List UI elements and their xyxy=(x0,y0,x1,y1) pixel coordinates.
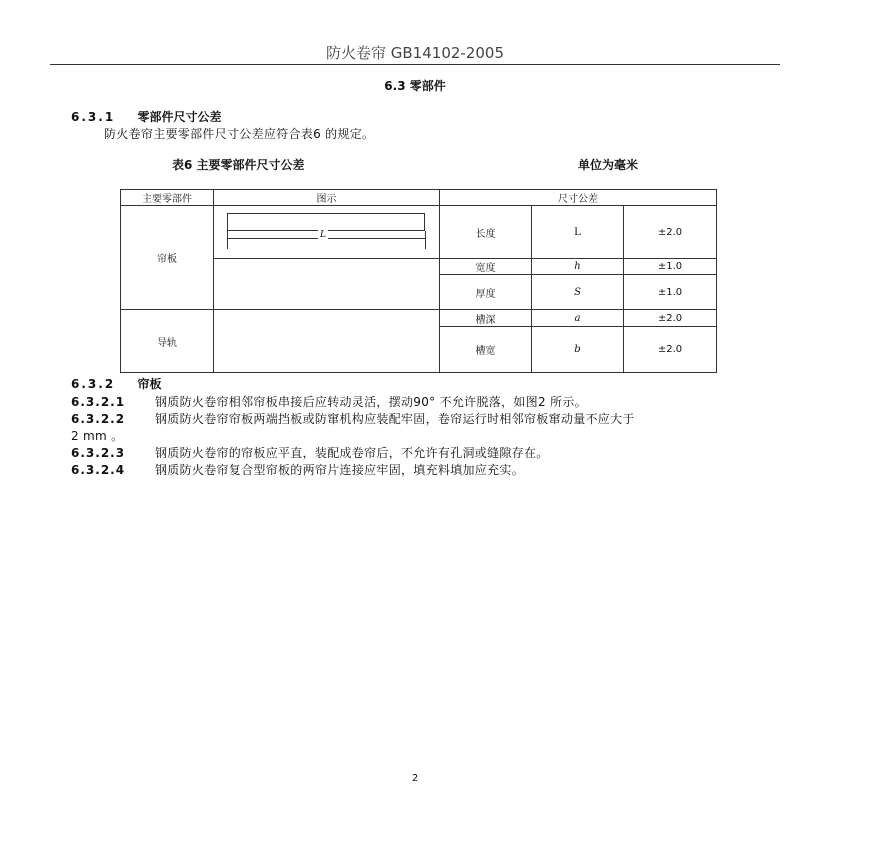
slat-drawing xyxy=(227,213,425,231)
part-cell: 帘板 xyxy=(121,206,214,310)
clause-6-3-2-4 xyxy=(71,461,524,478)
item-cell: 厚度 xyxy=(440,275,532,310)
section-title: 6.3 零部件 xyxy=(384,79,446,93)
dimension-tick-right xyxy=(425,231,426,249)
clause-number: 6.3.2.2 xyxy=(71,412,126,426)
clause-text: 钢质防火卷帘帘板两端挡板或防窜机构应装配牢固，卷帘运行时相邻帘板窜动量不应大于 xyxy=(155,412,635,426)
dimension-label: L xyxy=(320,230,326,240)
header-tolerance: 尺寸公差 xyxy=(440,190,717,206)
clause-6-3-2-1 xyxy=(71,393,587,410)
tolerance-table xyxy=(120,189,717,373)
clause-number: 6.3.2 xyxy=(71,377,116,391)
header-part: 主要零部件 xyxy=(121,190,214,206)
item-cell: 宽度 xyxy=(440,259,532,275)
clause-number: 6.3.1 xyxy=(71,110,116,124)
symbol-cell: b xyxy=(532,327,624,373)
figure-cell-empty xyxy=(214,310,440,373)
tolerance-cell: ±1.0 xyxy=(624,275,717,310)
symbol-cell: S xyxy=(532,275,624,310)
clause-6-3-2-3 xyxy=(71,444,549,461)
table-row xyxy=(121,310,717,327)
tolerance-cell: ±2.0 xyxy=(624,206,717,259)
clause-text: 钢质防火卷帘复合型帘板的两帘片连接应牢固，填充料填加应充实。 xyxy=(155,463,525,477)
symbol-cell: a xyxy=(532,310,624,327)
tolerance-cell: ±2.0 xyxy=(624,327,717,373)
clause-number: 6.3.2.3 xyxy=(71,446,126,460)
header-figure: 图示 xyxy=(214,190,440,206)
clause-6-3-2-heading xyxy=(71,375,162,392)
table-caption: 表6 主要零部件尺寸公差 xyxy=(172,158,305,172)
table-unit: 单位为毫米 xyxy=(578,158,639,172)
clause-title: 帘板 xyxy=(137,377,162,391)
symbol-cell: h xyxy=(532,259,624,275)
running-header: 防火卷帘 GB14102-2005 xyxy=(326,44,504,62)
clause-6-3-1-heading xyxy=(71,108,222,125)
table-row xyxy=(121,206,717,259)
clause-6-3-2-2-continuation: 2 mm 。 xyxy=(71,429,124,443)
clause-6-3-1-text: 防火卷帘主要零部件尺寸公差应符合表6 的规定。 xyxy=(104,127,375,141)
tolerance-cell: ±2.0 xyxy=(624,310,717,327)
symbol-cell: L xyxy=(532,206,624,259)
figure-cell-empty xyxy=(214,259,440,310)
clause-number: 6.3.2.1 xyxy=(71,395,126,409)
clause-text: 钢质防火卷帘的帘板应平直，装配成卷帘后，不允许有孔洞或缝隙存在。 xyxy=(155,446,549,460)
table-header-row xyxy=(121,190,717,206)
clause-title: 零部件尺寸公差 xyxy=(137,110,222,124)
clause-6-3-2-2 xyxy=(71,410,635,427)
clause-text: 钢质防火卷帘相邻帘板串接后应转动灵活，摆动90° 不允许脱落，如图2 所示。 xyxy=(155,395,587,409)
part-cell: 导轨 xyxy=(121,310,214,373)
item-cell: 长度 xyxy=(440,206,532,259)
item-cell: 槽宽 xyxy=(440,327,532,373)
item-cell: 槽深 xyxy=(440,310,532,327)
header-rule xyxy=(50,64,780,65)
dimension-tick-left xyxy=(227,231,228,249)
page-number: 2 xyxy=(411,773,419,784)
figure-cell xyxy=(214,206,440,259)
tolerance-cell: ±1.0 xyxy=(624,259,717,275)
clause-number: 6.3.2.4 xyxy=(71,463,126,477)
